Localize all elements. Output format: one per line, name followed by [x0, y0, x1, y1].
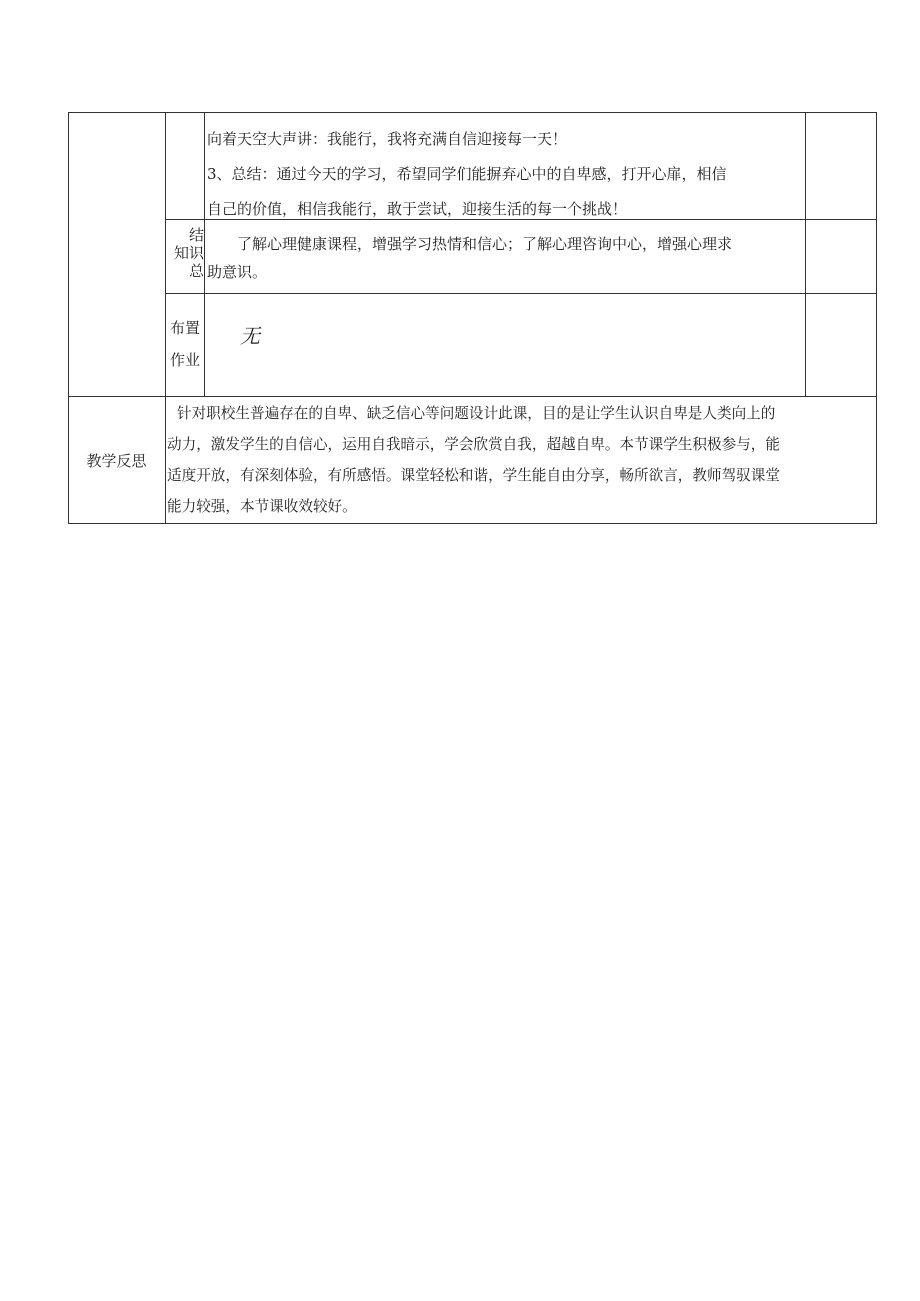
- activity-line: 向着天空大声讲：我能行，我将充满自信迎接每一天！: [207, 130, 568, 148]
- activity-line: 3、总结：通过今天的学习，希望同学们能摒弃心中的自卑感，打开心扉，相信: [207, 165, 727, 183]
- reflection-line: 能力较强，本节课收效较好。: [167, 498, 357, 515]
- reflection-line: 针对职校生普遍存在的自卑、缺乏信心等问题设计此课，目的是让学生认识自卑是人类向上的: [177, 405, 776, 422]
- summary-label-line: 知识: [173, 244, 204, 262]
- summary-line: 了解心理健康课程，增强学习热情和信心；了解心理咨询中心，增强心理求: [237, 235, 733, 253]
- summary-label-line: 结: [188, 226, 204, 244]
- reflection-label: 教学反思: [86, 452, 147, 470]
- summary-line: 助意识。: [207, 263, 268, 281]
- summary-label-line: 总: [188, 262, 204, 280]
- homework-label-line: 布置: [169, 319, 200, 337]
- table-border-top: [68, 112, 877, 113]
- reflection-line: 适度开放，有深刻体验，有所感悟。课堂轻松和谐，学生能自由分享，畅所欲言，教师驾驭课堂: [167, 467, 780, 484]
- reflection-line: 动力，激发学生的自信心，运用自我暗示，学会欣赏自我，超越自卑。本节课学生积极参与，能: [167, 436, 780, 453]
- activity-text: [207, 122, 807, 227]
- reflection-text: [167, 398, 879, 522]
- column-divider: [204, 112, 205, 396]
- table-border-bottom: [68, 523, 877, 524]
- row-divider: [165, 293, 877, 294]
- homework-label: [166, 312, 204, 376]
- homework-label-line: 作业: [169, 351, 200, 369]
- summary-label: [166, 226, 204, 280]
- row-divider: [68, 396, 877, 397]
- lesson-plan-table: [68, 112, 877, 524]
- summary-text: [207, 230, 807, 286]
- activity-line: 自己的价值，相信我能行，敢于尝试，迎接生活的每一个挑战！: [207, 200, 628, 218]
- homework-text: 无: [240, 324, 260, 348]
